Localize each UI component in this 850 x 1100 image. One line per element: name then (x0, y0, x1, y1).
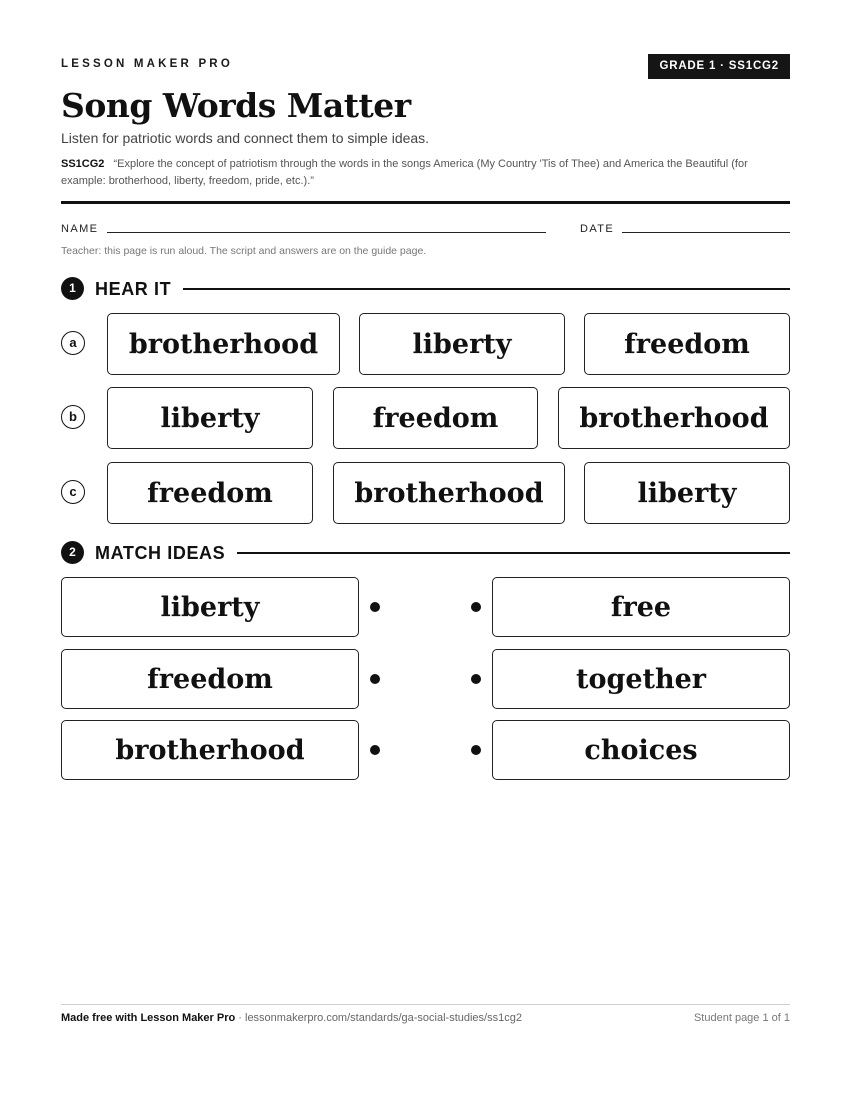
footer-divider (61, 1004, 790, 1005)
match-left-card[interactable]: freedom (61, 649, 359, 709)
match-dot-left[interactable] (370, 674, 380, 684)
name-field[interactable] (107, 232, 546, 233)
row-letter-b: b (61, 405, 85, 429)
section-rule (183, 288, 790, 290)
section-number: 2 (61, 541, 84, 564)
word-card[interactable]: freedom (107, 462, 313, 524)
footer-made-with: Made free with Lesson Maker Pro (61, 1012, 236, 1024)
name-label: NAME (61, 223, 99, 235)
word-card[interactable]: brotherhood (107, 313, 340, 375)
word-card[interactable]: liberty (584, 462, 790, 524)
standard-code: SS1CG2 (61, 158, 105, 170)
footer-url[interactable]: · lessonmakerpro.com/standards/ga-social-studies/ss1cg2 (238, 1012, 522, 1024)
match-dot-right[interactable] (471, 602, 481, 612)
word-card[interactable]: freedom (584, 313, 790, 375)
footer-page-number: Student page 1 of 1 (693, 1012, 790, 1024)
match-dot-right[interactable] (471, 674, 481, 684)
section-rule (237, 552, 790, 554)
word-card[interactable]: freedom (333, 387, 538, 449)
page-subtitle: Listen for patriotic words and connect them to simple ideas. (61, 130, 430, 146)
section-number: 1 (61, 277, 84, 300)
section-title: MATCH IDEAS (95, 543, 226, 563)
word-card[interactable]: liberty (107, 387, 313, 449)
teacher-note: Teacher: this page is run aloud. The script and answers are on the guide page. (61, 245, 427, 257)
brand-name: LESSON MAKER PRO (61, 58, 233, 70)
match-dot-right[interactable] (471, 745, 481, 755)
section-match-ideas-header (61, 541, 790, 565)
match-dot-left[interactable] (370, 745, 380, 755)
word-card[interactable]: liberty (359, 313, 565, 375)
word-card[interactable]: brotherhood (558, 387, 790, 449)
row-letter-c: c (61, 480, 85, 504)
date-label: DATE (580, 223, 615, 235)
row-letter-a: a (61, 331, 85, 355)
section-title: HEAR IT (95, 279, 172, 299)
word-card[interactable]: brotherhood (333, 462, 565, 524)
standard-description (61, 156, 761, 190)
date-field[interactable] (622, 232, 790, 233)
header-divider (61, 201, 790, 204)
match-right-card[interactable]: together (492, 649, 790, 709)
standard-text: “Explore the concept of patriotism through the words in the songs America (My Country 'Tis of Thee) and America the Beautiful (for example: brotherhood, liberty, freedom, pride, etc.).” (61, 158, 748, 187)
match-left-card[interactable]: brotherhood (61, 720, 359, 780)
worksheet-page (61, 0, 790, 1100)
section-hear-it-header (61, 277, 790, 301)
match-right-card[interactable]: free (492, 577, 790, 637)
grade-standard-badge: GRADE 1 · SS1CG2 (648, 54, 790, 79)
match-dot-left[interactable] (370, 602, 380, 612)
match-left-card[interactable]: liberty (61, 577, 359, 637)
footer-credit (61, 1012, 522, 1024)
page-title: Song Words Matter (61, 86, 411, 125)
match-right-card[interactable]: choices (492, 720, 790, 780)
